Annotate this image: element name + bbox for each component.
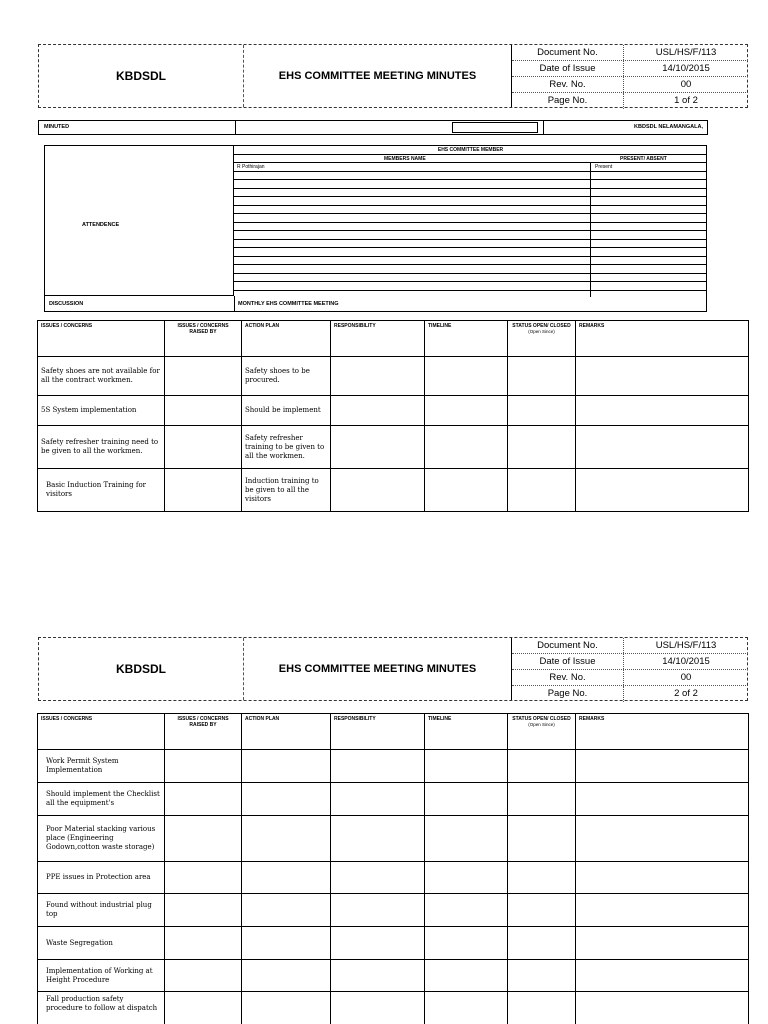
page-value: 2 of 2	[674, 688, 698, 699]
issue-cell: Found without industrial plug top	[38, 894, 165, 927]
member-name: R Pothirajan	[237, 164, 265, 170]
member-row	[234, 189, 707, 198]
member-row	[234, 172, 707, 181]
member-row	[234, 240, 707, 249]
table-row	[38, 862, 749, 894]
date-value: 14/10/2015	[662, 656, 710, 667]
page2-header	[38, 637, 748, 701]
document-meta	[512, 45, 748, 107]
attendance-label: ATTENDENCE	[82, 222, 120, 228]
member-row	[234, 274, 707, 283]
issues-header-row	[38, 321, 749, 357]
col-remarks: REMARKS	[576, 321, 749, 357]
action-cell: Safety shoes to be procured.	[242, 357, 331, 396]
table-row	[38, 816, 749, 862]
column-divider	[590, 163, 591, 297]
table-row	[38, 894, 749, 927]
doc-no-value: USL/HS/F/113	[655, 47, 717, 58]
table-row	[38, 469, 749, 512]
issue-cell: Implementation of Working at Height Procedure	[38, 960, 165, 992]
company-name: KBDSDL	[39, 45, 244, 107]
action-cell: Induction training to be given to all the visitors	[242, 469, 331, 512]
rev-value: 00	[680, 79, 692, 90]
issues-table-page2	[37, 713, 749, 1024]
attendance-block	[44, 145, 707, 312]
member-row	[234, 180, 707, 189]
issue-cell: Should implement the Checklist all the equipment's	[38, 783, 165, 816]
table-row	[38, 426, 749, 469]
page-label: Page No.	[512, 93, 624, 109]
doc-no-value: USL/HS/F/113	[655, 640, 717, 651]
page-value: 1 of 2	[674, 95, 698, 106]
member-row	[234, 223, 707, 232]
member-row	[234, 163, 707, 172]
issue-cell: Poor Material stacking various place (Engineering Godown,cotton waste storage)	[38, 816, 165, 862]
date-value: 14/10/2015	[662, 63, 710, 74]
document-title: EHS COMMITTEE MEETING MINUTES	[244, 45, 512, 107]
col-raised-by: ISSUES / CONCERNS RAISED BY	[165, 321, 242, 357]
member-row	[234, 197, 707, 206]
table-row	[38, 396, 749, 426]
col-status-sub: (Open Since)	[528, 722, 555, 727]
member-row	[234, 257, 707, 266]
company-name: KBDSDL	[39, 638, 244, 700]
date-label: Date of Issue	[512, 654, 624, 669]
document-meta	[512, 638, 748, 700]
divider	[235, 121, 236, 134]
present-absent-header: PRESENT/ ABSENT	[620, 155, 667, 162]
attendance-label-cell	[45, 146, 234, 296]
minutes-location: KBDSDL NELAMANGALA,	[634, 124, 703, 130]
minutes-row	[38, 120, 708, 135]
members-table	[234, 146, 707, 298]
issue-cell: Work Permit System Implementation	[38, 750, 165, 783]
members-name-header: MEMBERS NAME	[384, 155, 426, 162]
col-raised-by: ISSUES / CONCERNS RAISED BY	[165, 714, 242, 750]
member-row	[234, 265, 707, 274]
document-title: EHS COMMITTEE MEETING MINUTES	[244, 638, 512, 700]
issues-header-row	[38, 714, 749, 750]
issue-cell: Waste Segregation	[38, 927, 165, 960]
divider	[543, 121, 544, 134]
doc-no-label: Document No.	[512, 638, 624, 653]
member-row	[234, 206, 707, 215]
col-timeline: TIMELINE	[425, 321, 508, 357]
col-remarks: REMARKS	[576, 714, 749, 750]
col-status	[508, 321, 576, 357]
col-issues: ISSUES / CONCERNS	[38, 714, 165, 750]
page1-header	[38, 44, 748, 108]
rev-label: Rev. No.	[512, 670, 624, 685]
issue-cell: Fall production safety procedure to follow at dispatch	[38, 992, 165, 1024]
minutes-label: MINUTED	[44, 124, 70, 130]
minutes-box	[452, 122, 538, 133]
member-row	[234, 282, 707, 291]
col-status-label: STATUS OPEN/ CLOSED	[512, 323, 571, 329]
col-status-sub: (Open Since)	[528, 329, 555, 334]
member-status: Present	[595, 164, 613, 170]
issue-cell: 5S System implementation	[38, 396, 165, 426]
member-row	[234, 231, 707, 240]
discussion-value: MONTHLY EHS COMMITTEE MEETING	[238, 301, 339, 307]
action-cell: Safety refresher training to be given to all the workmen.	[242, 426, 331, 469]
col-issues: ISSUES / CONCERNS	[38, 321, 165, 357]
col-status-label: STATUS OPEN/ CLOSED	[512, 716, 571, 722]
issues-table-page1	[37, 320, 749, 512]
table-row	[38, 992, 749, 1024]
table-row	[38, 960, 749, 992]
issue-cell: Basic Induction Training for visitors	[38, 469, 165, 512]
date-label: Date of Issue	[512, 61, 624, 76]
doc-no-label: Document No.	[512, 45, 624, 60]
member-row	[234, 248, 707, 257]
col-action-plan: ACTION PLAN	[242, 321, 331, 357]
discussion-label: DISCUSSION	[49, 301, 84, 307]
member-row	[234, 214, 707, 223]
discussion-row	[45, 296, 706, 312]
rev-label: Rev. No.	[512, 77, 624, 92]
committee-header: EHS COMMITTEE MEMBER	[437, 147, 504, 153]
page-label: Page No.	[512, 686, 624, 702]
col-timeline: TIMELINE	[425, 714, 508, 750]
issue-cell: Safety refresher training need to be given to all the workmen.	[38, 426, 165, 469]
table-row	[38, 927, 749, 960]
col-responsibility: RESPONSIBILITY	[331, 321, 425, 357]
issue-cell: Safety shoes are not available for all the contract workmen.	[38, 357, 165, 396]
action-cell: Should be implement	[242, 396, 331, 426]
table-row	[38, 357, 749, 396]
col-responsibility: RESPONSIBILITY	[331, 714, 425, 750]
col-status	[508, 714, 576, 750]
table-row	[38, 783, 749, 816]
col-action-plan: ACTION PLAN	[242, 714, 331, 750]
issue-cell: PPE issues in Protection area	[38, 862, 165, 894]
rev-value: 00	[680, 672, 692, 683]
table-row	[38, 750, 749, 783]
